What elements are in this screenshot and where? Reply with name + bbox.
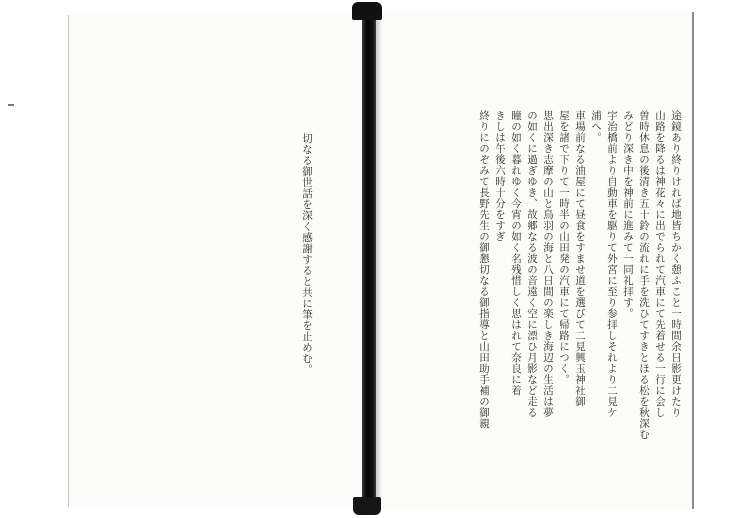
right-page-text-line: 車場前なる油屋にて昼食をすませ道を選びて二見興玉神社御 [574, 110, 586, 407]
left-page-text-line: 切なる御世話を深く感謝すると共に筆を止めむ。 [301, 133, 313, 375]
right-page-text-line: 宇治橋前より自動車を駆りて外宮に至り参拝しそれより二見ケ [606, 110, 618, 418]
right-page-text-line: の如くに過ぎゆき、故郷なる波の音遠く空に漂ひ月影など走る [526, 110, 538, 418]
right-page-text-line: きしは午後六時十分をすぎ [494, 110, 506, 242]
right-page-text-line: 途鏡あり終りければ地皆ちかく憩ふこと一時間余日影更けたり [670, 110, 682, 418]
right-page-text-line: 屋を諸で下りて一時半の山田発の汽車にて帰路につく。 [558, 110, 570, 385]
left-page [68, 15, 365, 507]
spine-top-cap [352, 2, 382, 20]
scan-speck [8, 104, 14, 106]
right-page-text-line: 曽時休息の後清き五十鈴の流れに手を洗ひてすきとほる松を秋深む [638, 110, 650, 440]
right-page-text-line: みどり深き中を神前に進みて一同礼拝す。 [622, 110, 634, 319]
right-page-text-line: 終りにのぞみて長野先生の御懇切なる御指導と山田助手補の御親 [478, 110, 490, 429]
right-page-text-line: 山路を降るは神花々に出でられて汽車にて先着せる一行に会し [654, 110, 666, 418]
spine-bottom-cap [353, 497, 381, 515]
right-page-text-line: 浦へ。 [590, 110, 602, 143]
right-page [374, 12, 694, 509]
right-page-text-line: 瞳の如く暮れゆく今宵の如く名残惜しく思はれて奈良に着 [510, 110, 522, 396]
right-page-text-line: 思出深き志摩の山と鳥羽の海と八日間の楽しき海辺の生活は夢 [542, 110, 554, 418]
gutter-shadow [372, 10, 382, 510]
